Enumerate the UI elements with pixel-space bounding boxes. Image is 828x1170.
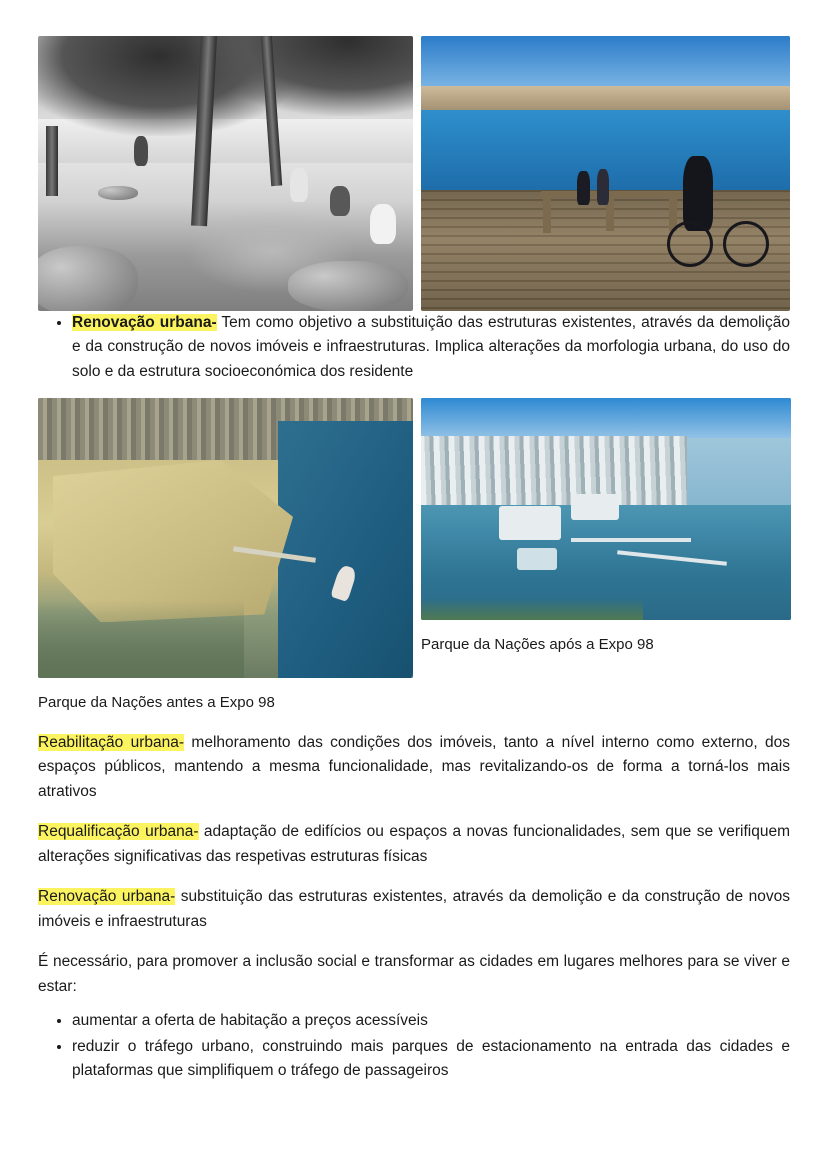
rock-shape <box>288 261 408 311</box>
definition-requalificacao <box>38 820 790 869</box>
image-row-top <box>38 36 790 311</box>
bullet-renovacao-urbana <box>72 311 790 384</box>
renovacao-paragraph <box>72 311 790 384</box>
expo-after-column <box>421 398 791 657</box>
pavilion-building <box>571 494 619 520</box>
rock-shape <box>98 186 138 200</box>
renovacao-term-2: Renovação urbana- <box>38 888 176 906</box>
person-figure <box>370 204 396 244</box>
pavilion-building <box>517 548 557 570</box>
far-shore-band <box>421 86 791 114</box>
photo-parque-das-nacoes-atual-aereo <box>421 398 791 620</box>
requalificacao-term: Requalificação urbana- <box>38 823 199 841</box>
rock-shape <box>38 246 138 311</box>
list-item: • aumentar a oferta de habitação a preços acessíveis <box>72 1009 790 1033</box>
tree-trunk-icon <box>46 126 58 196</box>
sky-band <box>421 36 791 91</box>
requalificacao-text: adaptação de edifícios ou espaços a novas funcionalidades, sem que se verifiquem alterações significativas das respetivas estruturas físicas <box>38 823 790 865</box>
green-area <box>38 600 244 678</box>
person-figure <box>290 168 308 202</box>
person-cyclist <box>683 156 713 231</box>
person-figure <box>330 186 350 216</box>
closing-intro: É necessário, para promover a inclusão social e transformar as cidades em lugares melhores para se viver e estar: <box>38 953 790 995</box>
bicycle-wheel-icon <box>723 221 769 267</box>
bridge-structure <box>571 538 691 542</box>
person-figure <box>134 136 148 166</box>
reabilitacao-term: Reabilitação urbana- <box>38 733 185 751</box>
person-figure <box>577 171 590 205</box>
caption-after-expo: Parque da Nações após a Expo 98 <box>421 636 654 654</box>
green-area <box>421 598 643 620</box>
photo-praia-antiga-preto-branco <box>38 36 413 311</box>
renovacao-term: Renovação urbana- <box>72 314 217 331</box>
photo-parque-das-nacoes-obras-aereo <box>38 398 413 678</box>
bullet-renovacao-urbana-list <box>38 311 790 384</box>
renovacao-text-2: substituição das estruturas existentes, através da demolição e da construção de novos imóveis e infraestruturas <box>38 888 790 930</box>
definition-renovacao <box>38 885 790 934</box>
tree-canopy-icon <box>188 36 413 116</box>
renovacao-text: Tem como objetivo a substituição das estruturas existentes, através da demolição e da construção de novos imóveis e infraestruturas. Implica alterações da morfologia urbana, do uso do solo e da estrutura socioeconómica dos residente <box>72 314 790 380</box>
bicycle-wheel-icon <box>667 221 713 267</box>
image-row-expo <box>38 398 790 715</box>
pavilion-building <box>499 506 561 540</box>
photo-passadico-ribeirinho-atual <box>421 36 791 311</box>
definition-reabilitacao <box>38 731 790 804</box>
person-figure <box>597 169 609 205</box>
rail-post <box>543 191 551 233</box>
expo-before-column <box>38 398 413 715</box>
reabilitacao-text: melhoramento das condições dos imóveis, tanto a nível interno como externo, dos espaços públicos, mantendo a mesma funcionalidade, mas revitalizando-os de forma a torná-los mais atrativos <box>38 733 790 800</box>
list-item: • reduzir o tráfego urbano, construindo mais parques de estacionamento na entrada das cidades e plataformas que simplifiquem o tráfego de passageiros <box>72 1035 790 1083</box>
closing-measures-list <box>38 1009 790 1083</box>
caption-before-expo: Parque da Nações antes a Expo 98 <box>38 694 275 712</box>
